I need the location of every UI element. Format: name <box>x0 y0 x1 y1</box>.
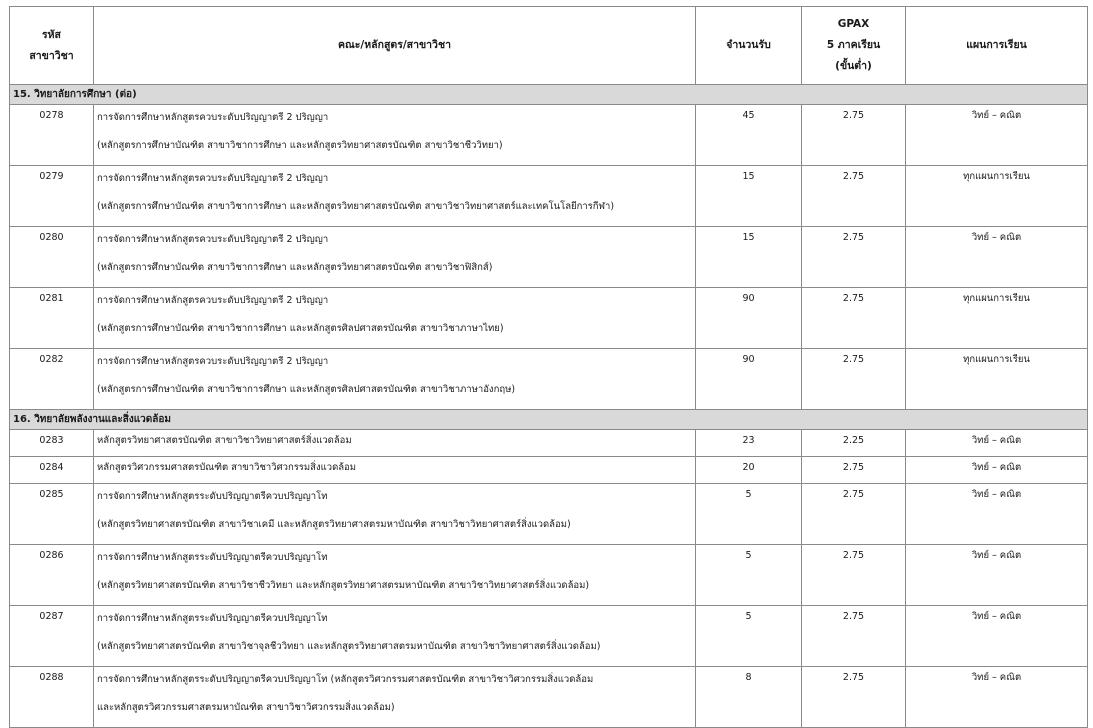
program-name-line: การจัดการศึกษาหลักสูตรควบระดับปริญญาตรี 2 ปริญญา <box>97 295 329 306</box>
table-row <box>10 430 1088 457</box>
program-code: 0283 <box>10 430 94 457</box>
program-name <box>94 227 696 288</box>
seats-count: 5 <box>696 484 802 545</box>
table-body <box>10 85 1088 728</box>
admission-table <box>9 6 1088 728</box>
header-gpax: GPAX 5 ภาคเรียน (ขั้นต่ำ) <box>802 7 906 85</box>
program-name-line: (หลักสูตรวิทยาศาสตรบัณฑิต สาขาวิชาเคมี และหลักสูตรวิทยาศาสตรมหาบัณฑิต สาขาวิชาวิทยาศาสตร์สิ่งแวดล้อม) <box>97 519 571 530</box>
program-name-line: การจัดการศึกษาหลักสูตรระดับปริญญาตรีควบปริญญาโท <box>97 491 328 502</box>
program-name <box>94 349 696 410</box>
program-name-line: การจัดการศึกษาหลักสูตรระดับปริญญาตรีควบปริญญาโท <box>97 552 328 563</box>
gpax-min: 2.75 <box>802 545 906 606</box>
program-name <box>94 105 696 166</box>
section-header-row <box>10 410 1088 430</box>
study-plan: วิทย์ – คณิต <box>906 430 1088 457</box>
section-title: 15. วิทยาลัยการศึกษา (ต่อ) <box>10 85 1088 105</box>
gpax-min: 2.75 <box>802 288 906 349</box>
gpax-min: 2.25 <box>802 430 906 457</box>
table-row <box>10 227 1088 288</box>
program-name <box>94 545 696 606</box>
table-row <box>10 349 1088 410</box>
study-plan: ทุกแผนการเรียน <box>906 349 1088 410</box>
program-name-line: (หลักสูตรการศึกษาบัณฑิต สาขาวิชาการศึกษา และหลักสูตรวิทยาศาสตรบัณฑิต สาขาวิชาวิทยาศาสตร์และเทคโนโลยีการกีฬา) <box>97 201 615 212</box>
program-code: 0281 <box>10 288 94 349</box>
program-name-line: หลักสูตรวิศวกรรมศาสตรบัณฑิต สาขาวิชาวิศวกรรมสิ่งแวดล้อม <box>97 462 357 473</box>
table-row <box>10 606 1088 667</box>
study-plan: ทุกแผนการเรียน <box>906 166 1088 227</box>
seats-count: 5 <box>696 545 802 606</box>
table-row <box>10 166 1088 227</box>
table-row <box>10 545 1088 606</box>
study-plan: ทุกแผนการเรียน <box>906 288 1088 349</box>
program-code: 0284 <box>10 457 94 484</box>
gpax-min: 2.75 <box>802 667 906 728</box>
seats-count: 15 <box>696 227 802 288</box>
program-name <box>94 288 696 349</box>
program-code: 0285 <box>10 484 94 545</box>
study-plan: วิทย์ – คณิต <box>906 457 1088 484</box>
program-code: 0288 <box>10 667 94 728</box>
seats-count: 20 <box>696 457 802 484</box>
study-plan: วิทย์ – คณิต <box>906 606 1088 667</box>
seats-count: 23 <box>696 430 802 457</box>
admission-table-page <box>9 6 1087 728</box>
program-name <box>94 457 696 484</box>
program-name <box>94 430 696 457</box>
program-name <box>94 606 696 667</box>
seats-count: 15 <box>696 166 802 227</box>
program-code: 0286 <box>10 545 94 606</box>
section-title: 16. วิทยาลัยพลังงานและสิ่งแวดล้อม <box>10 410 1088 430</box>
study-plan: วิทย์ – คณิต <box>906 484 1088 545</box>
header-plan: แผนการเรียน <box>906 7 1088 85</box>
seats-count: 90 <box>696 288 802 349</box>
program-name-line: การจัดการศึกษาหลักสูตรระดับปริญญาตรีควบปริญญาโท <box>97 613 328 624</box>
program-name-line: และหลักสูตรวิศวกรรมศาสตรมหาบัณฑิต สาขาวิชาวิศวกรรมสิ่งแวดล้อม) <box>97 702 395 713</box>
seats-count: 5 <box>696 606 802 667</box>
study-plan: วิทย์ – คณิต <box>906 545 1088 606</box>
program-name-line: (หลักสูตรวิทยาศาสตรบัณฑิต สาขาวิชาชีววิทยา และหลักสูตรวิทยาศาสตรมหาบัณฑิต สาขาวิชาวิทยาศาสตร์สิ่งแวดล้อม) <box>97 580 590 591</box>
table-row <box>10 105 1088 166</box>
header-program: คณะ/หลักสูตร/สาขาวิชา <box>94 7 696 85</box>
seats-count: 45 <box>696 105 802 166</box>
program-name <box>94 667 696 728</box>
gpax-min: 2.75 <box>802 166 906 227</box>
table-row <box>10 667 1088 728</box>
program-code: 0287 <box>10 606 94 667</box>
program-code: 0282 <box>10 349 94 410</box>
program-name-line: (หลักสูตรการศึกษาบัณฑิต สาขาวิชาการศึกษา และหลักสูตรศิลปศาสตรบัณฑิต สาขาวิชาภาษาไทย) <box>97 323 504 334</box>
program-name-line: (หลักสูตรการศึกษาบัณฑิต สาขาวิชาการศึกษา และหลักสูตรวิทยาศาสตรบัณฑิต สาขาวิชาฟิสิกส์) <box>97 262 493 273</box>
seats-count: 8 <box>696 667 802 728</box>
program-code: 0280 <box>10 227 94 288</box>
study-plan: วิทย์ – คณิต <box>906 105 1088 166</box>
program-name-line: (หลักสูตรวิทยาศาสตรบัณฑิต สาขาวิชาจุลชีววิทยา และหลักสูตรวิทยาศาสตรมหาบัณฑิต สาขาวิชาวิทยาศาสตร์สิ่งแวดล้อม) <box>97 641 601 652</box>
gpax-min: 2.75 <box>802 227 906 288</box>
program-name-line: (หลักสูตรการศึกษาบัณฑิต สาขาวิชาการศึกษา และหลักสูตรวิทยาศาสตรบัณฑิต สาขาวิชาชีววิทยา) <box>97 140 503 151</box>
section-header-row <box>10 85 1088 105</box>
program-code: 0279 <box>10 166 94 227</box>
header-seats: จำนวนรับ <box>696 7 802 85</box>
program-name-line: การจัดการศึกษาหลักสูตรควบระดับปริญญาตรี 2 ปริญญา <box>97 173 329 184</box>
program-name-line: การจัดการศึกษาหลักสูตรควบระดับปริญญาตรี 2 ปริญญา <box>97 112 329 123</box>
study-plan: วิทย์ – คณิต <box>906 227 1088 288</box>
gpax-min: 2.75 <box>802 457 906 484</box>
gpax-min: 2.75 <box>802 105 906 166</box>
header-code: รหัส สาขาวิชา <box>10 7 94 85</box>
program-name-line: การจัดการศึกษาหลักสูตรควบระดับปริญญาตรี 2 ปริญญา <box>97 234 329 245</box>
program-name-line: (หลักสูตรการศึกษาบัณฑิต สาขาวิชาการศึกษา และหลักสูตรศิลปศาสตรบัณฑิต สาขาวิชาภาษาอังกฤษ) <box>97 384 516 395</box>
gpax-min: 2.75 <box>802 484 906 545</box>
gpax-min: 2.75 <box>802 349 906 410</box>
study-plan: วิทย์ – คณิต <box>906 667 1088 728</box>
program-name-line: การจัดการศึกษาหลักสูตรควบระดับปริญญาตรี 2 ปริญญา <box>97 356 329 367</box>
table-row <box>10 484 1088 545</box>
table-header-row <box>10 7 1088 85</box>
program-code: 0278 <box>10 105 94 166</box>
table-row <box>10 457 1088 484</box>
seats-count: 90 <box>696 349 802 410</box>
gpax-min: 2.75 <box>802 606 906 667</box>
program-name-line: การจัดการศึกษาหลักสูตรระดับปริญญาตรีควบปริญญาโท (หลักสูตรวิศวกรรมศาสตรบัณฑิต สาขาวิชาวิศวกรรมสิ่งแวดล้อม <box>97 674 594 685</box>
table-row <box>10 288 1088 349</box>
program-name <box>94 484 696 545</box>
program-name-line: หลักสูตรวิทยาศาสตรบัณฑิต สาขาวิชาวิทยาศาสตร์สิ่งแวดล้อม <box>97 435 352 446</box>
program-name <box>94 166 696 227</box>
